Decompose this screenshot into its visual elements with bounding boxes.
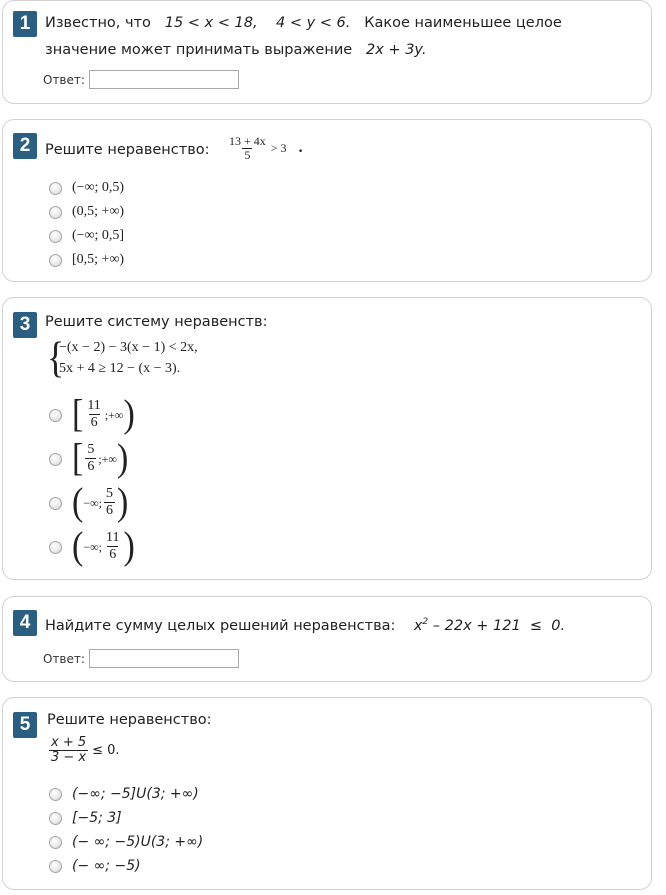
inequality-system: { −(x − 2) − 3(x − 1) < 2x, 5x + 4 ≥ 12 − (x − 3). (47, 333, 198, 381)
question-number-badge: 2 (13, 133, 37, 159)
inequality-relation: ≤ 0. (92, 742, 120, 758)
question-card-5 (2, 697, 652, 890)
option-row[interactable]: ( −∞; $\frac{5}{6}$ ) (49, 482, 128, 524)
radio-button[interactable] (49, 812, 62, 825)
question-card-2 (2, 119, 652, 282)
option-row[interactable]: ( −∞; $\frac{11}{6}$ ) (49, 526, 135, 568)
option-row[interactable]: (−∞; 0,5] (49, 225, 124, 247)
fraction-denominator: 5 (244, 147, 251, 162)
option-row[interactable]: (0,5; +∞) (49, 201, 124, 223)
option-row[interactable]: (− ∞; −5)U(3; +∞) (49, 831, 203, 853)
question-number-badge: 5 (13, 712, 37, 738)
question-prompt: Найдите сумму целых решений неравенства: $x^2 - 22x + 121 \le 0$. (45, 617, 566, 634)
radio-button[interactable] (49, 254, 62, 267)
option-row[interactable]: [ $\frac{5}{6}$ ;+∞ ) (49, 438, 128, 480)
radio-button[interactable] (49, 182, 62, 195)
question-number-badge: 1 (13, 11, 37, 37)
question-card-4 (2, 596, 652, 682)
option-row[interactable]: (− ∞; −5) (49, 855, 141, 877)
answer-input-1[interactable] (89, 70, 239, 89)
radio-button[interactable] (49, 788, 62, 801)
question-text-line-1: Известно, что 15 < x < 18, 4 < y < 6. Какое наименьшее целое (45, 15, 562, 31)
question-card-1 (2, 0, 652, 104)
inequality-relation: > 3 (270, 140, 287, 155)
question-card-3 (2, 297, 652, 580)
radio-button[interactable] (49, 497, 62, 510)
fraction-numerator: x + 5 (51, 735, 87, 750)
radio-button[interactable] (49, 409, 62, 422)
question-number-badge: 4 (13, 610, 37, 636)
math-expression: 2x + 3y. (366, 42, 427, 58)
inequality-formula: $\frac{13 + 4x}{5}$ > 3 . (229, 134, 303, 162)
answer-label: Ответ: (43, 652, 85, 666)
option-row[interactable]: [−5; 3] (49, 807, 122, 829)
answer-label: Ответ: (43, 73, 85, 87)
radio-button[interactable] (49, 836, 62, 849)
option-row[interactable]: [ $\frac{11}{6}$ ;+∞ ) (49, 394, 135, 436)
question-prompt: Решите систему неравенств: (45, 314, 268, 330)
math-expression: $x^2 - 22x + 121 \le 0$. (413, 617, 566, 634)
inequality-formula (47, 736, 120, 765)
radio-button[interactable] (49, 860, 62, 873)
question-prompt: Решите неравенство: (45, 142, 210, 158)
fraction-denominator: 3 − x (51, 749, 87, 765)
option-row[interactable]: [0,5; +∞) (49, 249, 124, 271)
radio-button[interactable] (49, 541, 62, 554)
radio-button[interactable] (49, 230, 62, 243)
question-text-line-2: значение может принимать выражение 2x + 3y. (45, 42, 427, 58)
fraction-numerator: 13 + 4x (229, 134, 266, 148)
system-brace: { (47, 333, 65, 381)
option-row[interactable]: (−∞; 0,5) (49, 177, 124, 199)
radio-button[interactable] (49, 453, 62, 466)
question-number-badge: 3 (13, 312, 37, 338)
answer-input-4[interactable] (89, 649, 239, 668)
option-row[interactable]: (−∞; −5]U(3; +∞) (49, 783, 199, 805)
question-prompt: Решите неравенство: (47, 712, 212, 728)
radio-button[interactable] (49, 206, 62, 219)
math-condition: 15 < x < 18, 4 < y < 6. (164, 15, 351, 31)
